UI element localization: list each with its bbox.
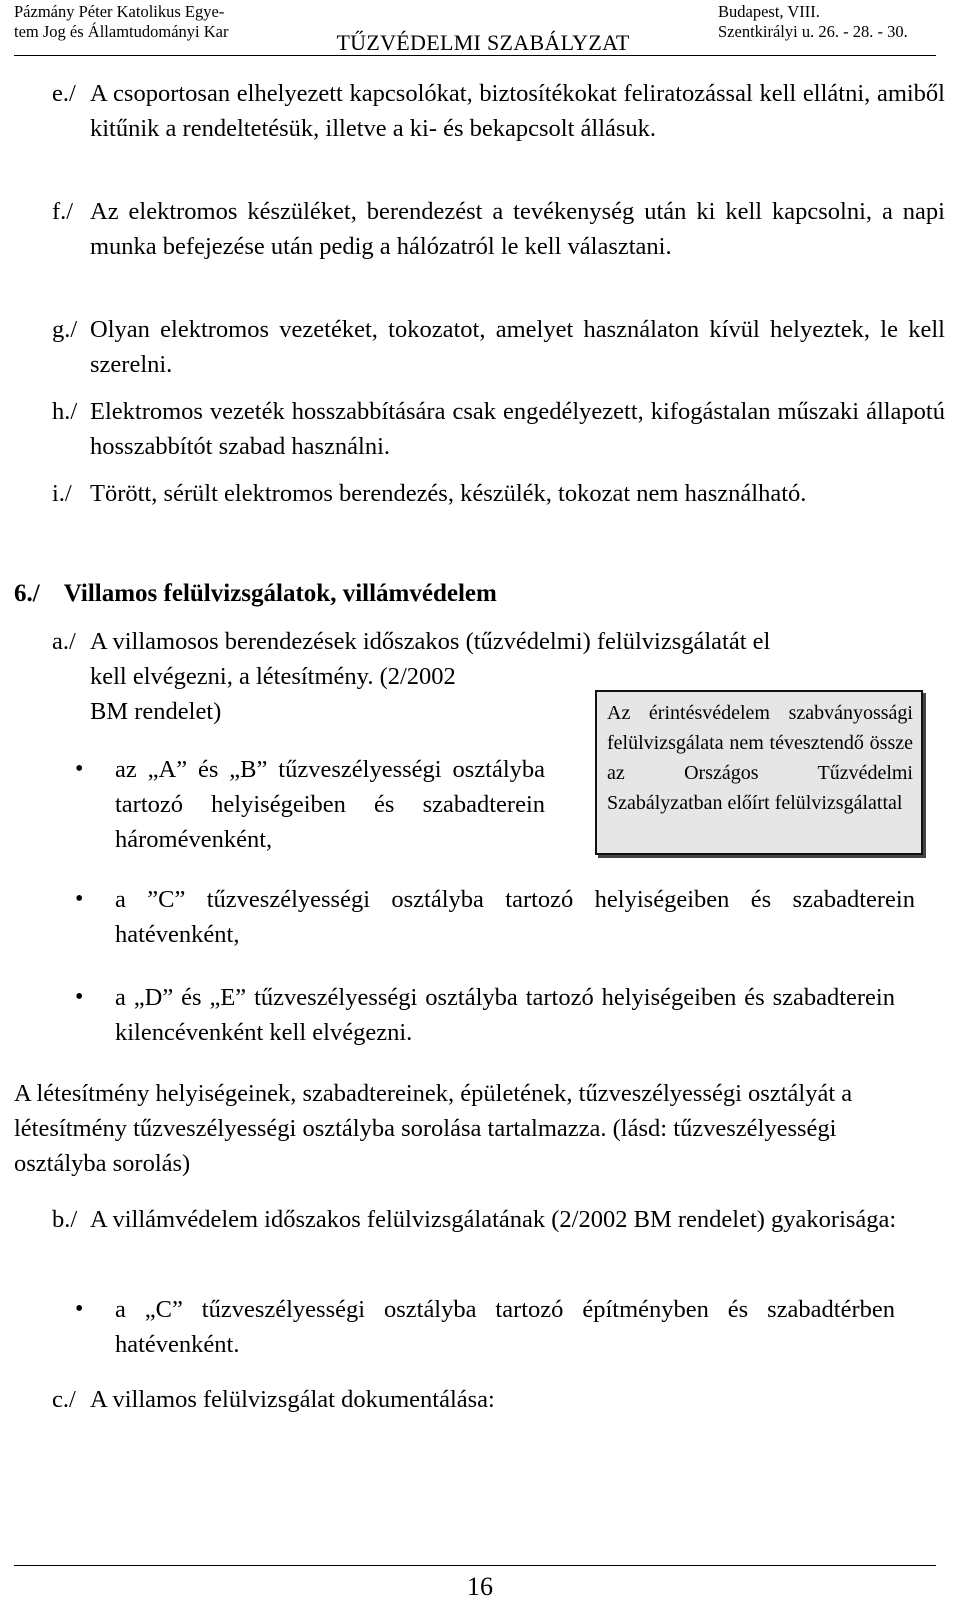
item-label-b: b./: [52, 1206, 78, 1233]
item-label-h: h./: [52, 398, 78, 425]
bullet-text-c: a ”C” tűzveszélyességi osztályba tartozó helyiségeiben és szabadterein hatévenként,: [115, 886, 915, 948]
page-number: 16: [467, 1572, 493, 1601]
item-text-c: A villamos felülvizsgálat dokumentálása:: [90, 1386, 495, 1413]
item-a-line3: BM rendelet): [90, 698, 222, 725]
section-number: 6./: [14, 580, 40, 607]
header-divider: [14, 55, 936, 56]
item-label-c: c./: [52, 1386, 76, 1413]
bullet-text-lightning: a „C” tűzveszélyességi osztályba tartozó építményben és szabadtérben hatévenként.: [115, 1296, 895, 1358]
footer-divider: [14, 1565, 936, 1566]
item-label-a: a./: [52, 628, 76, 655]
bullet-icon: •: [75, 1296, 84, 1322]
header-institution-line2: tem Jog és Államtudományi Kar: [14, 22, 229, 41]
item-label-g: g./: [52, 316, 78, 343]
item-text-h: Elektromos vezeték hosszabbítására csak engedélyezett, kifogástalan műszaki állapotú hosszabbítót szabad használni.: [90, 398, 945, 460]
section-title: Villamos felülvizsgálatok, villámvédelem: [63, 580, 497, 607]
header-address: [718, 2, 908, 42]
item-text-b: A villámvédelem időszakos felülvizsgálatának (2/2002 BM rendelet) gyakorisága:: [90, 1206, 897, 1233]
item-text-e: A csoportosan elhelyezett kapcsolókat, biztosítékokat feliratozással kell ellátni, amiből kitűnik a rendeltetésük, illetve a ki- és bekapcsolt állásuk.: [90, 80, 945, 142]
classification-paragraph: A létesítmény helyiségeinek, szabadtereinek, épületének, tűzveszélyességi osztályát a létesítmény tűzveszélyességi osztályba sorolása tartalmazza. (lásd: tűzveszélyességi osztályba sorolás): [14, 1080, 853, 1177]
header-institution: [14, 2, 228, 42]
bullet-text-ab: az „A” és „B” tűzveszélyességi osztályba tartozó helyiségeiben és szabadterein háromévenként,: [115, 756, 545, 853]
header-address-line2: Szentkirályi u. 26. - 28. - 30.: [718, 22, 908, 41]
item-a-line1: A villamosos berendezések időszakos (tűzvédelmi) felülvizsgálatát el: [90, 628, 771, 655]
item-text-i: Törött, sérült elektromos berendezés, készülék, tokozat nem használható.: [90, 480, 807, 507]
item-text-g: Olyan elektromos vezetéket, tokozatot, amelyet használaton kívül helyeztek, le kell szerelni.: [90, 316, 945, 378]
section-heading: [14, 576, 497, 611]
item-a-line2: kell elvégezni, a létesítmény. (2/2002: [90, 663, 456, 690]
note-text: Az érintésvédelem szabványossági felülvizsgálata nem tévesztendő össze az Országos Tűzvédelmi Szabályzatban előírt felülvizsgálattal: [607, 702, 913, 814]
item-label-f: f./: [52, 198, 74, 225]
item-label-i: i./: [52, 480, 72, 507]
bullet-text-de: a „D” és „E” tűzveszélyességi osztályba tartozó helyiségeiben és szabadterein kilencévenként kell elvégezni.: [115, 984, 895, 1046]
header-address-line1: Budapest, VIII.: [718, 2, 820, 21]
note-box: [595, 690, 923, 855]
item-label-e: e./: [52, 80, 76, 107]
bullet-icon: •: [75, 756, 84, 782]
header-institution-line1: Pázmány Péter Katolikus Egye-: [14, 2, 225, 21]
bullet-icon: •: [75, 886, 84, 912]
item-text-f: Az elektromos készüléket, berendezést a tevékenység után ki kell kapcsolni, a napi munka befejezése után pedig a hálózatról le kell választani.: [90, 198, 945, 260]
document-title: TŰZVÉDELMI SZABÁLYZAT: [336, 30, 630, 55]
bullet-icon: •: [75, 984, 84, 1010]
